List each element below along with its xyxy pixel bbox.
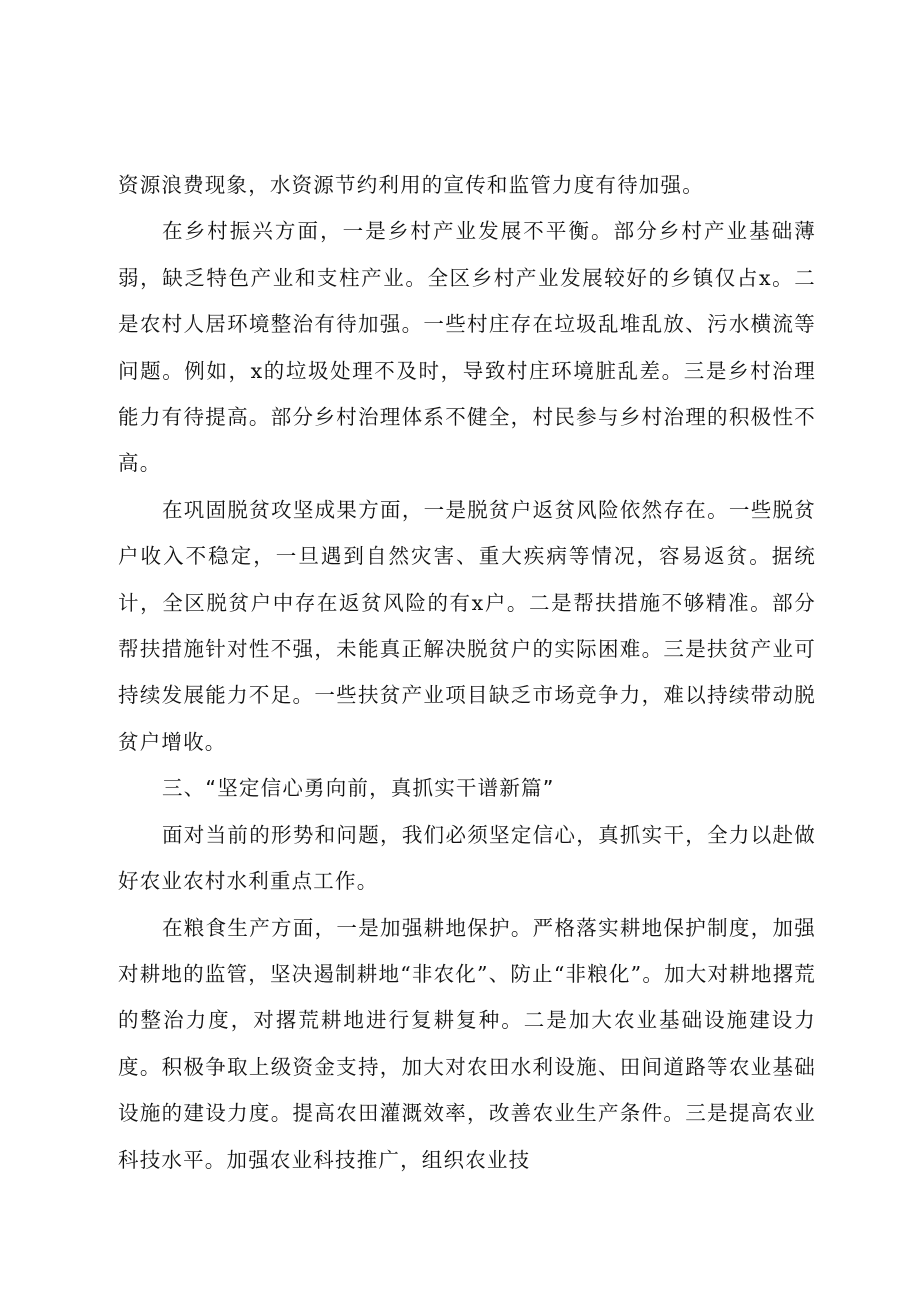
paragraph-rural-revitalization: 在乡村振兴方面，一是乡村产业发展不平衡。部分乡村产业基础薄弱，缺乏特色产业和支柱产业。全区乡村产业发展较好的乡镇仅占x。二是农村人居环境整治有待加强。一些村庄存在垃圾乱堆乱放、污水横流等问题。例如，x的垃圾处理不及时，导致村庄环境脏乱差。三是乡村治理能力有待提高。部分乡村治理体系不健全，村民参与乡村治理的积极性不高。 [118, 219, 816, 476]
paragraph-poverty-alleviation: 在巩固脱贫攻坚成果方面，一是脱贫户返贫风险依然存在。一些脱贫户收入不稳定，一旦遇到自然灾害、重大疾病等情况，容易返贫。据统计，全区脱贫户中存在返贫风险的有x户。二是帮扶措施不够精准。部分帮扶措施针对性不强，未能真正解决脱贫户的实际困难。三是扶贫产业可持续发展能力不足。一些扶贫产业项目缺乏市场竞争力，难以持续带动脱贫户增收。 [118, 497, 816, 754]
paragraph-continuation: 资源浪费现象，水资源节约利用的宣传和监管力度有待加强。 [118, 173, 704, 197]
section-heading: 三、“坚定信心勇向前，真抓实干谱新篇” [162, 776, 555, 801]
paragraph-intro: 面对当前的形势和问题，我们必须坚定信心，真抓实干，全力以赴做好农业农村水利重点工作。 [118, 822, 816, 894]
document-page [118, 162, 816, 1183]
paragraph-grain-production: 在粮食生产方面，一是加强耕地保护。严格落实耕地保护制度，加强对耕地的监管，坚决遏制耕地“非农化”、防止“非粮化”。加大对耕地撂荒的整治力度，对撂荒耕地进行复耕复种。二是加大农业基础设施建设力度。积极争取上级资金支持，加大对农田水利设施、田间道路等农业基础设施的建设力度。提高农田灌溉效率，改善农业生产条件。三是提高农业科技水平。加强农业科技推广，组织农业技 [118, 915, 816, 1172]
